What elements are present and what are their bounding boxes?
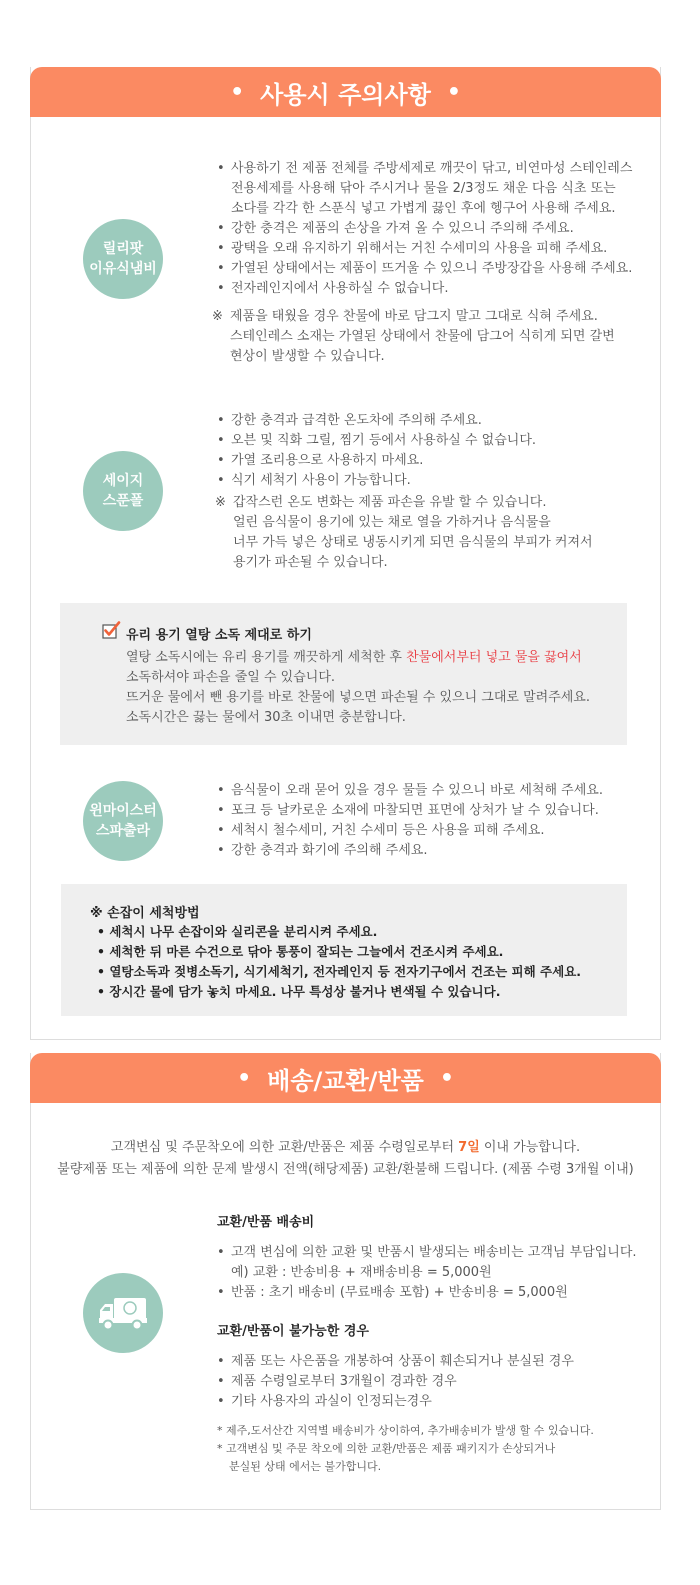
list-item: • 기타 사용자의 과실이 인정되는경우	[217, 1392, 657, 1412]
product-name-line1: 세이지	[102, 473, 144, 489]
note-text-cont: 스테인레스 소재는 가열된 상태에서 찬물에 담그어 식히게 되면 갈변	[230, 329, 615, 344]
sage-instructions	[217, 411, 657, 573]
glass-box-title: 유리 용기 열탕 소독 제대로 하기	[126, 628, 312, 643]
note-text: 갑작스런 온도 변화는 제품 파손을 유발 할 수 있습니다.	[233, 495, 547, 510]
delivery-title: 배송/교환/반품	[267, 1066, 424, 1095]
glass-line: 소독시간은 끓는 물에서 30초 이내면 충분합니다.	[126, 710, 406, 725]
list-item: • 장시간 물에 담가 놓치 마세요. 나무 특성상 불거나 변색될 수 있습니다.	[97, 984, 501, 999]
list-item: • 포크 등 날카로운 소재에 마찰되면 표면에 상처가 날 수 있습니다.	[217, 801, 657, 821]
product-name-line2: 스파출라	[95, 823, 151, 839]
delivery-truck-badge	[83, 1273, 163, 1353]
bullet-text-cont: 소다를 각각 한 스푼식 넣고 가볍게 끓인 후에 헹구어 사용해 주세요.	[231, 201, 616, 216]
list-item: • 가열 조리용으로 사용하지 마세요.	[217, 451, 657, 471]
delivery-header	[30, 1053, 661, 1103]
item-text: 세척시 나무 손잡이와 실리콘을 분리시켜 주세요.	[109, 924, 378, 939]
caution-title: 사용시 주의사항	[260, 80, 431, 109]
note-text-cont: 용기가 파손될 수 있습니다.	[233, 555, 388, 570]
product-name-line2: 스푼폴	[102, 493, 144, 509]
glass-line: 뜨거운 물에서 뺀 용기를 바로 찬물에 넣으면 파손될 수 있으니 그대로 말려주세요.	[126, 690, 591, 705]
list-item: • 세척시 나무 손잡이와 실리콘을 분리시켜 주세요.	[97, 924, 378, 939]
intro-text: 고객변심 및 주문착오에 의한 교환/반품은 제품 수령일로부터	[110, 1140, 459, 1155]
list-item: • 제품 또는 사은품을 개봉하여 상품이 훼손되거나 분실된 경우	[217, 1352, 657, 1372]
glass-line-text: 열탕 소독시에는 유리 용기를 깨끗하게 세척한 후	[126, 650, 407, 665]
note-mark: ※	[212, 309, 223, 324]
handle-box-list	[97, 922, 627, 1002]
glass-box-body	[126, 648, 626, 728]
lilipot-note	[212, 307, 657, 367]
intro-line	[30, 1137, 661, 1159]
note-mark: ※	[215, 495, 226, 510]
fee-section	[217, 1213, 657, 1303]
delivery-footnotes	[217, 1422, 657, 1476]
list-item: • 강한 충격은 제품의 손상을 가져 올 수 있으니 주의해 주세요.	[217, 219, 657, 239]
bullet-dot-left: •	[230, 79, 245, 105]
note-text-cont: 너무 가득 넣은 상태로 냉동시키게 되면 음식물의 부피가 커져서	[233, 535, 593, 550]
intro-highlight: 7일	[458, 1140, 480, 1155]
glass-line	[126, 648, 626, 668]
list-item: • 식기 세척기 사용이 가능합니다.	[217, 471, 657, 491]
glass-sterilize-box	[60, 603, 627, 745]
bullet-text-cont: 예) 교환 : 반송비용 + 재배송비용 = 5,000원	[231, 1265, 492, 1280]
footnote-cont: 분실된 상태 에서는 불가합니다.	[229, 1460, 382, 1473]
list-item: • 세척한 뒤 마른 수건으로 닦아 통풍이 잘되는 그늘에서 건조시켜 주세요.	[97, 944, 504, 959]
glass-line-highlight: 찬물에서부터 넣고 물을 끓여서	[406, 650, 582, 665]
product-badge-lilipot	[83, 219, 163, 299]
product-badge-sage	[83, 451, 163, 531]
footnote: * 제주,도서산간 지역별 배송비가 상이하여, 추가배송비가 발생 할 수 있습니다.	[217, 1424, 594, 1437]
truck-icon	[95, 1293, 151, 1333]
bullet-dot-right: •	[446, 79, 461, 105]
list-item: • 열탕소독과 젖병소독기, 식기세척기, 전자레인지 등 전자기구에서 건조는 피해 주세요.	[97, 964, 582, 979]
glass-line: 소독하셔야 파손을 줄일 수 있습니다.	[126, 670, 336, 685]
delivery-intro	[30, 1137, 661, 1181]
list-item: • 오븐 및 직화 그릴, 찜기 등에서 사용하실 수 없습니다.	[217, 431, 657, 451]
spatula-instructions	[217, 781, 657, 861]
note-text-cont: 현상이 발생할 수 있습니다.	[230, 349, 385, 364]
list-item: • 전자레인지에서 사용하실 수 없습니다.	[217, 279, 657, 299]
list-item: • 강한 충격과 화기에 주의해 주세요.	[217, 841, 657, 861]
product-badge-spatula	[83, 781, 163, 861]
handle-box-title: ※ 손잡이 세척방법	[90, 906, 200, 921]
list-item	[217, 1243, 657, 1283]
bullet-text: 사용하기 전 제품 전체를 주방세제로 깨끗이 닦고, 비연마성 스테인레스	[231, 161, 633, 176]
list-item: • 강한 충격과 급격한 온도차에 주의해 주세요.	[217, 411, 657, 431]
bullet-dot-right: •	[439, 1065, 454, 1091]
list-item	[217, 159, 657, 219]
sage-note	[215, 493, 657, 573]
item-text: 열탕소독과 젖병소독기, 식기세척기, 전자레인지 등 전자기구에서 건조는 피해 주세요.	[109, 964, 582, 979]
list-item: • 반품 : 초기 배송비 (무료배송 포함) + 반송비용 = 5,000원	[217, 1283, 657, 1303]
caution-header	[30, 67, 661, 117]
product-name-line1: 릴리팟	[102, 241, 144, 257]
bullet-dot-left: •	[237, 1065, 252, 1091]
check-icon	[102, 621, 122, 643]
intro-line: 불량제품 또는 제품에 의한 문제 발생시 전액(해당제품) 교환/환불해 드립니다. (제품 수령 3개월 이내)	[57, 1162, 634, 1177]
no-return-section	[217, 1322, 657, 1412]
bullet-text: 고객 변심에 의한 교환 및 반품시 발생되는 배송비는 고객님 부담입니다.	[231, 1245, 637, 1260]
item-text: 세척한 뒤 마른 수건으로 닦아 통풍이 잘되는 그늘에서 건조시켜 주세요.	[109, 944, 504, 959]
lilipot-instructions	[212, 159, 657, 367]
fee-title: 교환/반품 배송비	[217, 1215, 315, 1230]
list-item: • 제품 수령일로부터 3개월이 경과한 경우	[217, 1372, 657, 1392]
no-return-title: 교환/반품이 불가능한 경우	[217, 1324, 369, 1339]
list-item: • 음식물이 오래 묻어 있을 경우 물들 수 있으니 바로 세척해 주세요.	[217, 781, 657, 801]
handle-cleaning-box	[61, 884, 627, 1016]
item-text: 장시간 물에 담가 놓치 마세요. 나무 특성상 불거나 변색될 수 있습니다.	[109, 984, 501, 999]
note-text-cont: 얼린 음식물이 용기에 있는 채로 열을 가하거나 음식물을	[233, 515, 551, 530]
list-item: • 가열된 상태에서는 제품이 뜨거울 수 있으니 주방장갑을 사용해 주세요.	[217, 259, 657, 279]
list-item: • 세척시 철수세미, 거친 수세미 등은 사용을 피해 주세요.	[217, 821, 657, 841]
list-item: • 광택을 오래 유지하기 위해서는 거친 수세미의 사용을 피해 주세요.	[217, 239, 657, 259]
product-name-line1: 윈마이스터	[89, 803, 157, 819]
note-text: 제품을 태웠을 경우 찬물에 바로 담그지 말고 그대로 식혀 주세요.	[230, 309, 598, 324]
footnote: * 고객변심 및 주문 착오에 의한 교환/반품은 제품 패키지가 손상되거나	[217, 1442, 556, 1455]
product-name-line2: 이유식냄비	[89, 261, 157, 277]
bullet-text-cont: 전용세제를 사용해 닦아 주시거나 물을 2/3정도 채운 다음 식초 또는	[231, 181, 616, 196]
intro-text: 이내 가능합니다.	[479, 1140, 581, 1155]
